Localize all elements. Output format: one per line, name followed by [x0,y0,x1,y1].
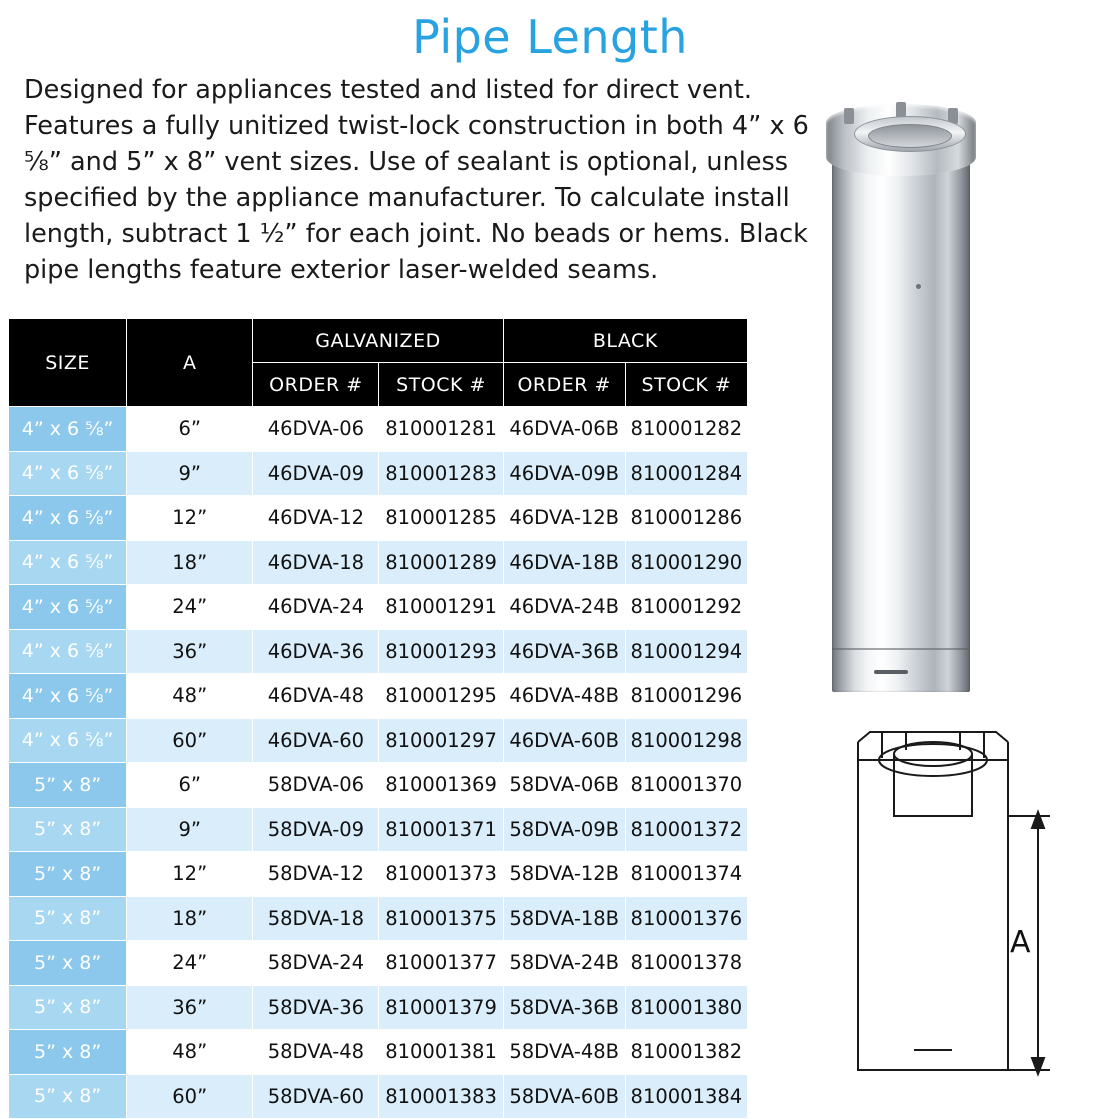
row-length-a: 36” [127,985,253,1030]
row-black-stock: 810001380 [625,985,747,1030]
dim-arrow-down [1032,1058,1044,1074]
row-black-order: 58DVA-18B [503,896,625,941]
row-black-stock: 810001372 [625,807,747,852]
row-galv-order: 46DVA-48 [253,674,379,719]
row-size: 4” x 6 ⅝” [9,407,127,452]
row-size: 5” x 8” [9,941,127,986]
row-length-a: 48” [127,1030,253,1075]
row-length-a: 48” [127,674,253,719]
row-galv-order: 46DVA-09 [253,451,379,496]
header-galv-stock: STOCK # [379,363,503,407]
row-galv-order: 58DVA-60 [253,1074,379,1119]
table-row [9,718,748,763]
row-length-a: 36” [127,629,253,674]
row-galv-order: 46DVA-24 [253,585,379,630]
header-black: BLACK [503,319,747,363]
row-size: 4” x 6 ⅝” [9,718,127,763]
row-size: 5” x 8” [9,807,127,852]
row-galv-stock: 810001293 [379,629,503,674]
row-size: 5” x 8” [9,1030,127,1075]
row-galv-stock: 810001373 [379,852,503,897]
row-galv-stock: 810001281 [379,407,503,452]
row-length-a: 6” [127,407,253,452]
spec-table [8,318,748,1119]
table-row [9,585,748,630]
table-row [9,1074,748,1119]
row-size: 4” x 6 ⅝” [9,451,127,496]
spec-table-container [8,318,748,1119]
row-galv-order: 58DVA-18 [253,896,379,941]
row-length-a: 24” [127,585,253,630]
row-size: 4” x 6 ⅝” [9,496,127,541]
row-galv-order: 58DVA-06 [253,763,379,808]
table-row [9,896,748,941]
row-galv-order: 46DVA-12 [253,496,379,541]
table-body [9,407,748,1119]
row-galv-order: 46DVA-06 [253,407,379,452]
row-galv-order: 58DVA-12 [253,852,379,897]
row-black-stock: 810001294 [625,629,747,674]
row-black-stock: 810001296 [625,674,747,719]
row-length-a: 18” [127,896,253,941]
row-galv-stock: 810001297 [379,718,503,763]
table-row [9,807,748,852]
row-galv-stock: 810001285 [379,496,503,541]
row-size: 5” x 8” [9,985,127,1030]
row-length-a: 12” [127,496,253,541]
table-row [9,451,748,496]
drawing-outer-body [858,742,1008,1070]
table-row [9,1030,748,1075]
table-row [9,852,748,897]
row-black-order: 46DVA-60B [503,718,625,763]
row-length-a: 24” [127,941,253,986]
pipe-inner-flue [868,124,952,148]
row-length-a: 60” [127,718,253,763]
row-galv-stock: 810001377 [379,941,503,986]
row-galv-stock: 810001369 [379,763,503,808]
product-description: Designed for appliances tested and listed for direct vent. Features a fully unitized twist-lock construction in both 4” x 6 ⅝” and 5” x 8” vent sizes. Use of sealant is optional, unless specified by the appliance manufacturer. To calculate install length, subtract 1 ½” for each joint. No beads or hems. Black pipe lengths feature exterior laser-welded seams. [24,75,809,285]
row-size: 4” x 6 ⅝” [9,629,127,674]
row-black-order: 46DVA-24B [503,585,625,630]
row-galv-stock: 810001379 [379,985,503,1030]
row-galv-stock: 810001289 [379,540,503,585]
row-galv-order: 58DVA-48 [253,1030,379,1075]
row-size: 5” x 8” [9,852,127,897]
table-row [9,674,748,719]
row-black-stock: 810001374 [625,852,747,897]
row-size: 4” x 6 ⅝” [9,540,127,585]
row-length-a: 6” [127,763,253,808]
row-galv-stock: 810001291 [379,585,503,630]
row-galv-order: 46DVA-18 [253,540,379,585]
row-galv-stock: 810001283 [379,451,503,496]
row-black-stock: 810001376 [625,896,747,941]
row-black-order: 58DVA-09B [503,807,625,852]
row-black-order: 58DVA-06B [503,763,625,808]
row-black-stock: 810001286 [625,496,747,541]
drawing-top-rim [858,732,1008,742]
row-size: 5” x 8” [9,763,127,808]
row-galv-order: 46DVA-60 [253,718,379,763]
row-black-stock: 810001290 [625,540,747,585]
row-length-a: 60” [127,1074,253,1119]
table-row [9,763,748,808]
row-galv-order: 58DVA-09 [253,807,379,852]
row-length-a: 9” [127,451,253,496]
table-row [9,941,748,986]
row-galv-stock: 810001381 [379,1030,503,1075]
row-length-a: 18” [127,540,253,585]
table-row [9,629,748,674]
header-black-order: ORDER # [503,363,625,407]
pipe-collar [826,104,976,176]
table-row [9,496,748,541]
page-title: Pipe Length [412,10,688,64]
pipe-slot [874,670,908,674]
dim-arrow-up [1032,812,1044,828]
row-size: 4” x 6 ⅝” [9,585,127,630]
row-black-stock: 810001382 [625,1030,747,1075]
row-galv-order: 58DVA-36 [253,985,379,1030]
row-galv-stock: 810001371 [379,807,503,852]
table-header-row-groups [9,319,748,363]
row-black-order: 46DVA-12B [503,496,625,541]
row-black-stock: 810001370 [625,763,747,808]
row-black-order: 46DVA-18B [503,540,625,585]
row-galv-order: 46DVA-36 [253,629,379,674]
row-black-stock: 810001378 [625,941,747,986]
pipe-screw [916,284,921,289]
row-black-order: 46DVA-48B [503,674,625,719]
pipe-body [832,144,970,692]
row-black-order: 58DVA-36B [503,985,625,1030]
table-row [9,540,748,585]
row-black-order: 46DVA-06B [503,407,625,452]
row-black-order: 58DVA-48B [503,1030,625,1075]
header-galvanized: GALVANIZED [253,319,503,363]
row-size: 4” x 6 ⅝” [9,674,127,719]
header-galv-order: ORDER # [253,363,379,407]
header-black-stock: STOCK # [625,363,747,407]
row-black-stock: 810001282 [625,407,747,452]
row-size: 5” x 8” [9,1074,127,1119]
dimension-label-a: A [1010,925,1031,960]
table-row [9,985,748,1030]
row-black-order: 58DVA-60B [503,1074,625,1119]
pipe-drawing-svg [810,720,1090,1090]
pipe-line-drawing [810,720,1090,1090]
row-galv-stock: 810001383 [379,1074,503,1119]
table-header [9,319,748,407]
row-black-stock: 810001292 [625,585,747,630]
row-length-a: 9” [127,807,253,852]
row-black-order: 46DVA-36B [503,629,625,674]
table-row [9,407,748,452]
pipe-notch [844,108,854,124]
row-black-order: 58DVA-24B [503,941,625,986]
pipe-product-photo [818,96,990,696]
row-black-order: 58DVA-12B [503,852,625,897]
row-length-a: 12” [127,852,253,897]
row-black-stock: 810001384 [625,1074,747,1119]
row-black-stock: 810001298 [625,718,747,763]
header-a: A [127,319,253,407]
row-galv-stock: 810001375 [379,896,503,941]
row-black-stock: 810001284 [625,451,747,496]
header-size: SIZE [9,319,127,407]
row-galv-order: 58DVA-24 [253,941,379,986]
row-size: 5” x 8” [9,896,127,941]
row-galv-stock: 810001295 [379,674,503,719]
row-black-order: 46DVA-09B [503,451,625,496]
